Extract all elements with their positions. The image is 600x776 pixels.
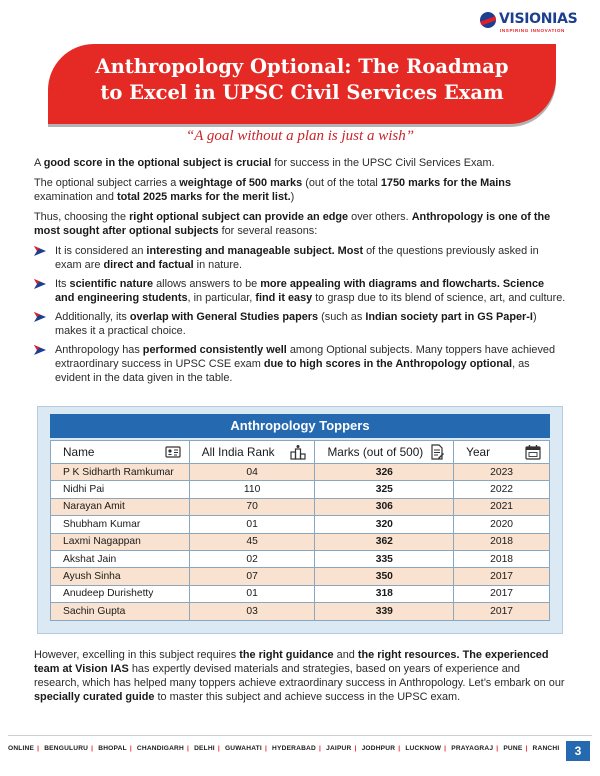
emphasis-text: 1750 marks for the Mains [380,177,512,189]
topper-year: 2021 [454,498,550,515]
page-title [48,54,556,106]
emphasis-text: the right guidance [239,649,334,661]
text-run: , as evident in the data given in the table. [55,358,530,384]
column-header-marks [315,441,454,464]
topper-name: Anudeep Durishetty [51,585,190,602]
city-label: DELHI [194,745,215,752]
text-run: A [34,157,44,169]
topper-year: 2017 [454,568,550,585]
footer-cities: ONLINE | BENGULURU | BHOPAL | CHANDIGARH | DELHI | GUWAHATI | HYDERABAD | JAIPUR | JODHPUR | LUCKNOW | PRAYAGRAJ | PUNE | RANCHI [8,745,560,752]
emphasis-text: good score in the optional subject is crucial [43,157,272,169]
closing-paragraph [34,648,566,704]
text-run: (such as [318,311,366,323]
emphasis-text: weightage of 500 marks [179,177,303,189]
text-run: However, excelling in this subject requires [34,649,240,661]
topper-marks: 325 [315,481,454,498]
calendar-icon [525,444,541,460]
topper-name: Nidhi Pai [51,481,190,498]
city-label: JAIPUR [326,745,352,752]
emphasis-text: direct and factual [103,259,194,271]
reason-text [55,245,539,271]
text-run: and [333,649,358,661]
emphasis-text: specially curated guide [34,691,155,703]
emphasis-text: Anthropology is one of the most sought after optional subjects [34,211,551,237]
topper-name: Shubham Kumar [51,516,190,533]
topper-rank: 01 [189,516,315,533]
topper-rank: 70 [189,498,315,515]
text-run: in nature. [193,259,243,271]
column-header-name [51,441,190,464]
topper-name: Narayan Amit [51,498,190,515]
reason-text [55,311,537,337]
table-row [51,568,550,585]
reason-text [55,344,555,384]
logo-tagline: INSPIRING INNOVATION [500,28,565,33]
topper-marks: 335 [315,550,454,567]
topper-year: 2017 [454,585,550,602]
logo-name-part1: VISION [499,11,553,27]
topper-marks: 350 [315,568,454,585]
topper-year: 2018 [454,533,550,550]
topper-year: 2023 [454,464,550,481]
emphasis-text: performed consistently well [142,344,287,356]
text-run: The optional subject carries a [34,177,180,189]
text-run: for success in the UPSC Civil Services Exam. [271,157,495,169]
emphasis-text: the right resources. [357,649,460,661]
bullet-arrow-icon [34,246,46,256]
column-header-label: Name [63,445,95,459]
column-header-label: Marks (out of 500) [327,445,424,459]
topper-rank: 03 [189,603,315,620]
text-run: to master this subject and achieve success in the UPSC exam. [154,691,461,703]
emphasis-text: Indian society part in GS Paper-I [365,311,533,323]
text-run: ) makes it a practical choice. [55,311,537,337]
emphasis-text: due to high scores in the Anthropology optional [263,358,513,370]
topper-rank: 01 [189,585,315,602]
emphasis-text: The experienced team at Vision IAS [34,649,549,675]
emphasis-text: right optional subject can provide an edge [129,211,349,223]
city-label: BENGULURU [44,745,89,752]
footer-divider [8,735,592,736]
exam-paper-icon [429,444,445,460]
reason-text [55,278,565,304]
page-title-line2: to Excel in UPSC Civil Services Exam [100,81,504,104]
text-run: Anthropology has [55,344,143,356]
column-header-label: All India Rank [201,445,275,459]
table-row [51,585,550,602]
emphasis-text: more appealing with diagrams and flowcharts. Science and engineering students [55,278,545,304]
globe-logo-icon [480,12,496,28]
topper-name: P K Sidharth Ramkumar [51,464,190,481]
toppers-table-panel [37,406,563,634]
text-run: Thus, choosing the [34,211,130,223]
topper-rank: 45 [189,533,315,550]
table-title: Anthropology Toppers [50,414,550,438]
city-label: CHANDIGARH [136,745,184,752]
emphasis-text: Most [337,245,364,257]
table-row [51,603,550,620]
text-run: ) [290,191,295,203]
reasons-list [34,244,566,385]
column-header-label: Year [466,445,490,459]
topper-rank: 07 [189,568,315,585]
topper-year: 2020 [454,516,550,533]
topper-marks: 326 [315,464,454,481]
topper-rank: 110 [189,481,315,498]
title-banner [48,44,556,124]
table-header-row [51,441,550,464]
topper-marks: 362 [315,533,454,550]
quote: “A goal without a plan is just a wish” [185,128,415,144]
intro-paragraph [34,156,566,170]
topper-rank: 02 [189,550,315,567]
topper-marks: 306 [315,498,454,515]
topper-rank: 04 [189,464,315,481]
bullet-arrow-icon [34,312,46,322]
topper-name: Ayush Sinha [51,568,190,585]
intro-paragraph [34,176,566,204]
bullet-arrow-icon [34,345,46,355]
city-label: ONLINE [8,745,35,752]
text-run: examination and [34,191,117,203]
city-label: BHOPAL [98,745,127,752]
page-title-line1: Anthropology Optional: The Roadmap [95,55,509,78]
text-run: of the questions previously asked in exam are [55,245,539,271]
topper-name: Sachin Gupta [51,603,190,620]
city-label: GUWAHATI [224,745,262,752]
logo-wordmark [499,11,577,27]
topper-year: 2018 [454,550,550,567]
text-run: Additionally, its [55,311,130,323]
id-card-icon [165,444,181,460]
emphasis-text: overlap with General Studies papers [129,311,319,323]
podium-icon [290,444,306,460]
toppers-table [50,440,550,621]
table-row [51,498,550,515]
topper-year: 2017 [454,603,550,620]
intro-paragraph [34,210,566,238]
text-run: Its [55,278,70,290]
reason-item [34,310,566,338]
topper-name: Akshat Jain [51,550,190,567]
column-header-year [454,441,550,464]
city-label: PUNE [503,745,523,752]
reason-item [34,244,566,272]
emphasis-text: find it easy [255,292,313,304]
text-run: allows answers to be [153,278,261,290]
text-run: to grasp due to its blend of science, art, and culture. [312,292,566,304]
text-run: over others. [348,211,412,223]
topper-marks: 339 [315,603,454,620]
text-run: has expertly devised materials and strategies, based on years of experience and research, which has helped many toppers achieve extraordinary success in Anthropology. Let’s embark on our [34,663,565,689]
intro-section [34,156,566,390]
text-run: , in particular, [187,292,256,304]
page-number: 3 [566,741,590,761]
city-label: PRAYAGRAJ [451,745,494,752]
topper-marks: 318 [315,585,454,602]
text-run: for several reasons: [218,225,318,237]
emphasis-text: scientific nature [69,278,154,290]
topper-year: 2022 [454,481,550,498]
reason-item [34,277,566,305]
emphasis-text: total 2025 marks for the merit list. [116,191,291,203]
vision-ias-logo [480,10,590,36]
city-label: JODHPUR [361,745,396,752]
bullet-arrow-icon [34,279,46,289]
topper-marks: 320 [315,516,454,533]
city-label: RANCHI [532,745,560,752]
text-run: (out of the total [302,177,381,189]
city-label: LUCKNOW [405,745,442,752]
table-row [51,550,550,567]
emphasis-text: interesting and manageable subject. [146,245,335,257]
text-run: among Optional subjects. Many toppers have achieved extraordinary success in UPSC CSE exam [55,344,556,370]
table-row [51,481,550,498]
text-run: It is considered an [55,245,147,257]
table-row [51,516,550,533]
logo-name-part2: IAS [552,11,578,27]
table-row [51,464,550,481]
city-label: HYDERABAD [272,745,316,752]
topper-name: Laxmi Nagappan [51,533,190,550]
table-row [51,533,550,550]
reason-item [34,343,566,385]
column-header-rank [189,441,315,464]
